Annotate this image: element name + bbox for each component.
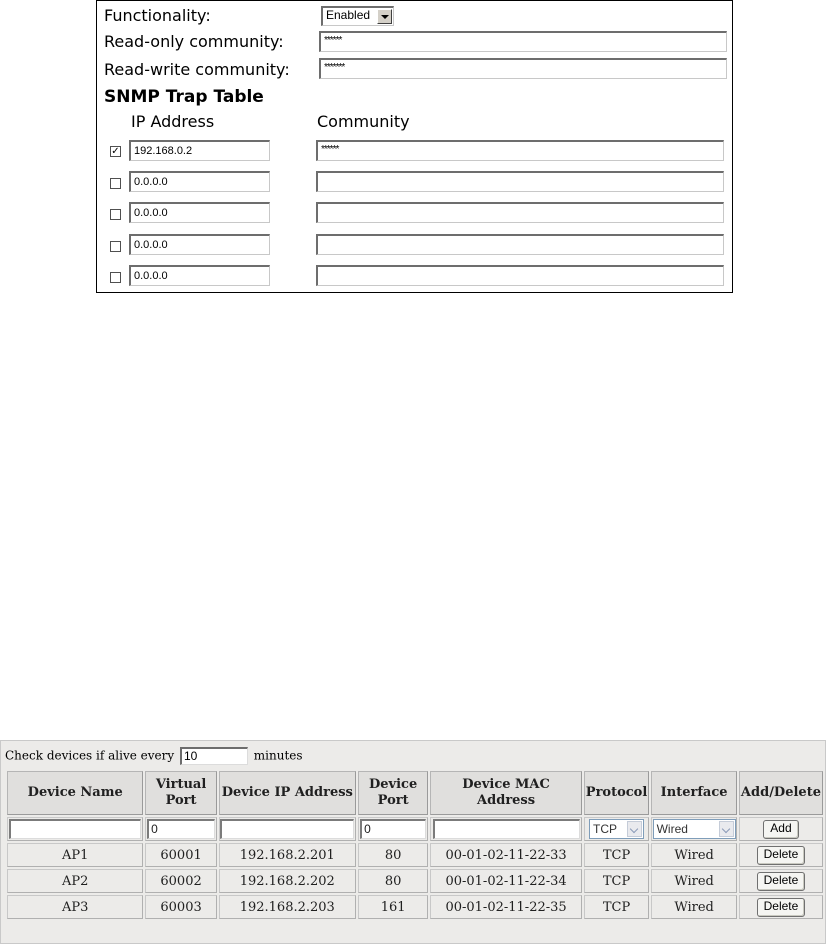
device-port-cell: 80 <box>358 843 428 867</box>
table-row <box>7 895 823 919</box>
trap-ip-input[interactable]: 0.0.0.0 <box>129 234 270 255</box>
trap-enable-checkbox[interactable] <box>110 209 121 220</box>
device-mac-cell: 00-01-02-11-22-35 <box>430 895 581 919</box>
new-device-name-input[interactable] <box>9 819 141 839</box>
new-protocol-select[interactable]: TCP <box>589 819 644 839</box>
new-device-row <box>7 817 823 841</box>
new-device-ip-input[interactable] <box>220 819 354 839</box>
trap-enable-checkbox[interactable] <box>110 241 121 252</box>
interface-cell: Wired <box>651 843 737 867</box>
virtual-port-cell: 60003 <box>145 895 216 919</box>
trap-enable-checkbox[interactable] <box>110 272 121 283</box>
ip-address-column-header: IP Address <box>131 112 215 131</box>
device-ip-cell: 192.168.2.202 <box>219 869 356 893</box>
read-write-community-input[interactable]: ******* <box>319 58 727 79</box>
device-name-cell: AP2 <box>7 869 143 893</box>
trap-ip-input[interactable]: 0.0.0.0 <box>129 202 270 223</box>
virtual-port-cell: 60002 <box>145 869 216 893</box>
device-mac-header: Device MAC Address <box>430 771 581 815</box>
trap-community-input[interactable] <box>316 171 724 192</box>
read-write-community-label: Read-write community: <box>104 60 290 79</box>
trap-ip-input[interactable]: 192.168.0.2 <box>129 140 270 161</box>
alive-check-prefix: Check devices if alive every <box>5 748 175 763</box>
interface-header: Interface <box>651 771 737 815</box>
functionality-label: Functionality: <box>104 6 211 25</box>
device-ip-cell: 192.168.2.203 <box>219 895 356 919</box>
trap-community-input[interactable] <box>316 265 724 286</box>
community-column-header: Community <box>317 112 410 131</box>
new-virtual-port-input[interactable]: 0 <box>147 819 215 839</box>
device-port-cell: 80 <box>358 869 428 893</box>
delete-button[interactable]: Delete <box>757 872 806 891</box>
table-row <box>7 843 823 867</box>
table-header-row <box>7 771 823 815</box>
device-mac-cell: 00-01-02-11-22-34 <box>430 869 581 893</box>
add-delete-header: Add/Delete <box>739 771 823 815</box>
functionality-select[interactable] <box>321 6 394 26</box>
alive-check-setting <box>5 747 303 765</box>
table-row <box>7 869 823 893</box>
virtual-port-cell: 60001 <box>145 843 216 867</box>
alive-check-suffix: minutes <box>253 748 303 763</box>
device-name-cell: AP1 <box>7 843 143 867</box>
interface-cell: Wired <box>651 869 737 893</box>
protocol-cell: TCP <box>584 843 650 867</box>
protocol-cell: TCP <box>584 895 650 919</box>
chevron-down-icon[interactable] <box>719 821 734 837</box>
trap-community-input[interactable]: ****** <box>316 140 724 161</box>
device-table <box>5 769 825 921</box>
trap-community-input[interactable] <box>316 234 724 255</box>
device-ip-cell: 192.168.2.201 <box>219 843 356 867</box>
device-ip-header: Device IP Address <box>219 771 356 815</box>
device-name-cell: AP3 <box>7 895 143 919</box>
trap-ip-input[interactable]: 0.0.0.0 <box>129 171 270 192</box>
chevron-down-icon[interactable] <box>377 9 392 24</box>
virtual-port-header: Virtual Port <box>145 771 216 815</box>
protocol-cell: TCP <box>584 869 650 893</box>
trap-enable-checkbox[interactable] <box>110 178 121 189</box>
trap-enable-checkbox[interactable]: ✓ <box>111 146 120 157</box>
alive-interval-input[interactable]: 10 <box>180 747 248 765</box>
delete-button[interactable]: Delete <box>757 898 806 917</box>
trap-ip-input[interactable]: 0.0.0.0 <box>129 265 270 286</box>
device-port-cell: 161 <box>358 895 428 919</box>
chevron-down-icon[interactable] <box>627 821 642 837</box>
snmp-settings-panel <box>96 0 733 293</box>
functionality-value: Enabled <box>326 8 371 22</box>
new-device-mac-input[interactable] <box>433 819 580 839</box>
trap-community-input[interactable] <box>316 202 724 223</box>
snmp-trap-table-heading: SNMP Trap Table <box>104 87 264 107</box>
new-interface-select[interactable]: Wired <box>653 819 736 839</box>
new-device-port-input[interactable]: 0 <box>360 819 426 839</box>
device-mac-cell: 00-01-02-11-22-33 <box>430 843 581 867</box>
delete-button[interactable]: Delete <box>757 846 806 865</box>
device-name-header: Device Name <box>7 771 143 815</box>
read-only-community-label: Read-only community: <box>104 32 284 51</box>
interface-cell: Wired <box>651 895 737 919</box>
protocol-header: Protocol <box>584 771 650 815</box>
device-monitor-panel <box>0 740 826 944</box>
device-port-header: Device Port <box>358 771 428 815</box>
add-button[interactable]: Add <box>763 820 798 839</box>
read-only-community-input[interactable]: ****** <box>319 31 727 52</box>
